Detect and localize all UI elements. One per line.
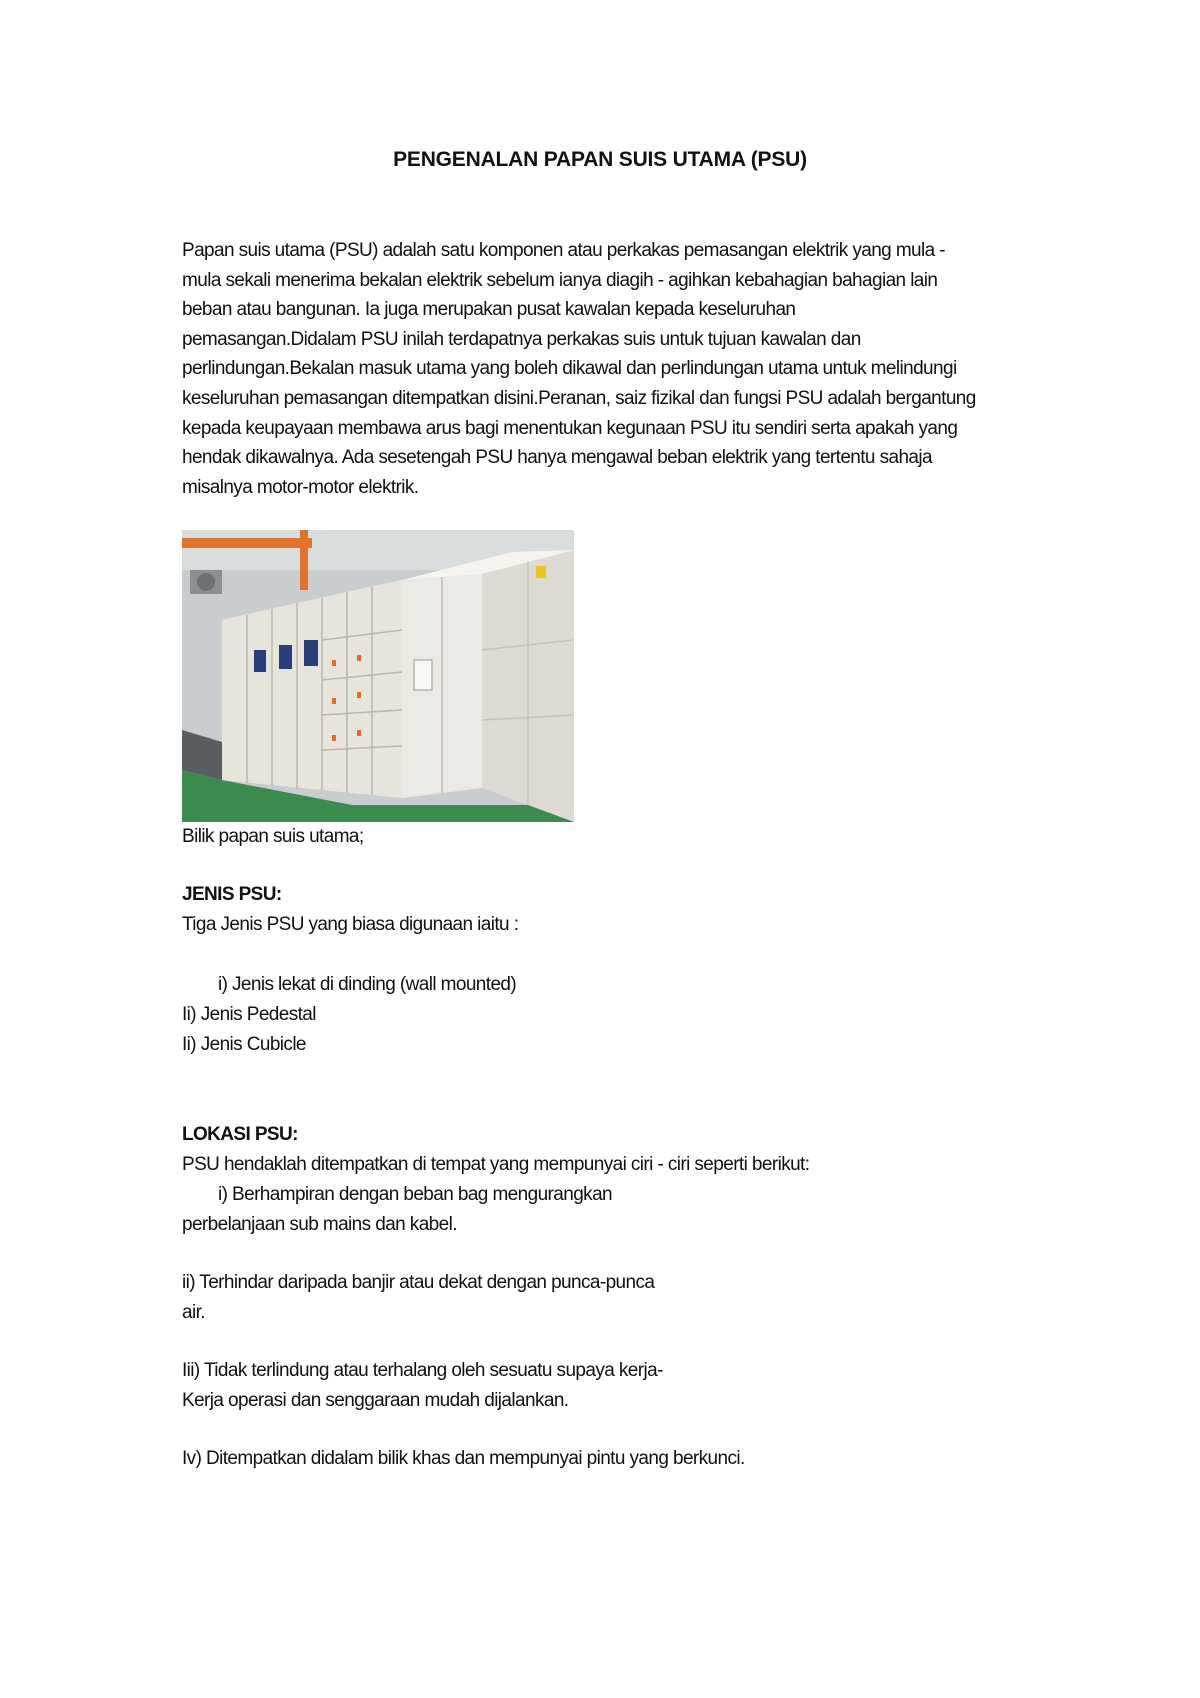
intro-line: beban atau bangunan. Ia juga merupakan pusat kawalan kepada keseluruhan [182, 299, 796, 321]
jenis-item: i) Jenis lekat di dinding (wall mounted) [218, 974, 517, 995]
intro-line: misalnya motor-motor elektrik. [182, 476, 419, 498]
intro-line: Papan suis utama (PSU) adalah satu komponen atau perkakas pemasangan elektrik yang mula - [182, 240, 946, 261]
lokasi-item-1-cont: perbelanjaan sub mains dan kabel. [182, 1214, 457, 1235]
intro-line: mula sekali menerima bekalan elektrik sebelum ianya diagih - agihkan kebahagian bahagian lain [182, 269, 938, 291]
lokasi-item-4: Iv) Ditempatkan didalam bilik khas dan mempunyai pintu yang berkunci. [182, 1448, 745, 1469]
jenis-intro: Tiga Jenis PSU yang biasa digunaan iaitu : [182, 914, 519, 935]
jenis-item: Ii) Jenis Cubicle [182, 1034, 306, 1055]
intro-line: keseluruhan pemasangan ditempatkan disini.Peranan, saiz fizikal dan fungsi PSU adalah bergantung [182, 387, 976, 409]
lokasi-intro: PSU hendaklah ditempatkan di tempat yang mempunyai ciri - ciri seperti berikut: [182, 1154, 810, 1175]
jenis-item: Ii) Jenis Pedestal [182, 1004, 316, 1025]
lokasi-item-3: Iii) Tidak terlindung atau terhalang oleh sesuatu supaya kerja- [182, 1360, 663, 1381]
intro-line: hendak dikawalnya. Ada sesetengah PSU hanya mengawal beban elektrik yang tertentu sahaja [182, 447, 932, 469]
intro-paragraph [182, 236, 1032, 502]
intro-line: perlindungan.Bekalan masuk utama yang boleh dikawal dan perlindungan utama untuk melindungi [182, 358, 957, 380]
intro-line: kepada keupayaan membawa arus bagi menentukan kegunaan PSU itu sendiri serta apakah yang [182, 417, 958, 439]
lokasi-item-2: ii) Terhindar daripada banjir atau dekat dengan punca-punca [182, 1272, 655, 1293]
lokasi-item-3-cont: Kerja operasi dan senggaraan mudah dijalankan. [182, 1390, 569, 1411]
lokasi-heading: LOKASI PSU: [182, 1124, 298, 1145]
jenis-heading: JENIS PSU: [182, 884, 282, 905]
lokasi-item-1: i) Berhampiran dengan beban bag mengurangkan [218, 1184, 613, 1205]
switchboard-room-photo [182, 530, 574, 822]
page-title: PENGENALAN PAPAN SUIS UTAMA (PSU) [393, 148, 807, 171]
photo-caption: Bilik papan suis utama; [182, 826, 364, 847]
intro-line: pemasangan.Didalam PSU inilah terdapatnya perkakas suis untuk tujuan kawalan dan [182, 328, 861, 350]
lokasi-item-2-cont: air. [182, 1302, 205, 1323]
